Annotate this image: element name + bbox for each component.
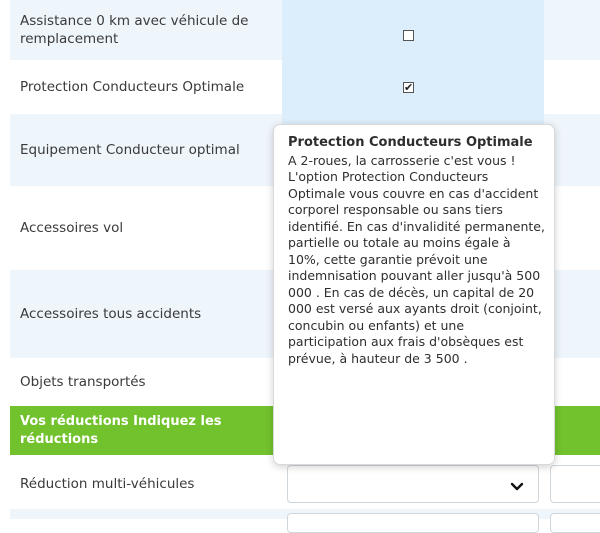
reduction-second-select[interactable] (550, 465, 600, 503)
next-row-select[interactable] (287, 513, 539, 533)
row-label-equipement: Equipement Conducteur optimal (20, 142, 240, 158)
tooltip-title: Protection Conducteurs Optimale (288, 135, 533, 150)
row-label-reduction: Réduction multi-véhicules (20, 476, 195, 492)
reductions-section-title: Vos réductions Indiquez les réductions (20, 414, 222, 447)
reduction-multi-vehicules-select[interactable] (287, 465, 539, 503)
tooltip-body: A 2-roues, la carrosserie c'est vous ! L'option Protection Conducteurs Optimale vous couvre en cas d'accident corporel responsable ou sans tiers identifié. En cas d'invalidité permanente, partielle ou totale au moins égale à 10%, cette garantie prévoit une indemnisation pouvant aller jusqu'à 500 000 . En cas de décès, un capital de 20 000 est versé aux ayants droit (conjoint, concubin ou enfants) et une participation aux frais d'obsèques est prévue, à hauteur de 3 500 . (288, 152, 545, 366)
row-label-assistance: Assistance 0 km avec véhicule de remplacement (20, 13, 249, 47)
assistance-checkbox[interactable] (403, 30, 414, 41)
protection-info-tooltip (273, 124, 555, 465)
row-label-objets: Objets transportés (20, 374, 146, 390)
chevron-down-icon (510, 478, 524, 497)
protection-checkbox[interactable] (403, 82, 414, 93)
row-label-vol: Accessoires vol (20, 220, 124, 236)
row-label-protection: Protection Conducteurs Optimale (20, 79, 245, 95)
next-row-second-select[interactable] (550, 513, 600, 533)
checkmark-icon: ✔ (404, 81, 414, 94)
row-label-tous-accidents: Accessoires tous accidents (20, 306, 202, 322)
